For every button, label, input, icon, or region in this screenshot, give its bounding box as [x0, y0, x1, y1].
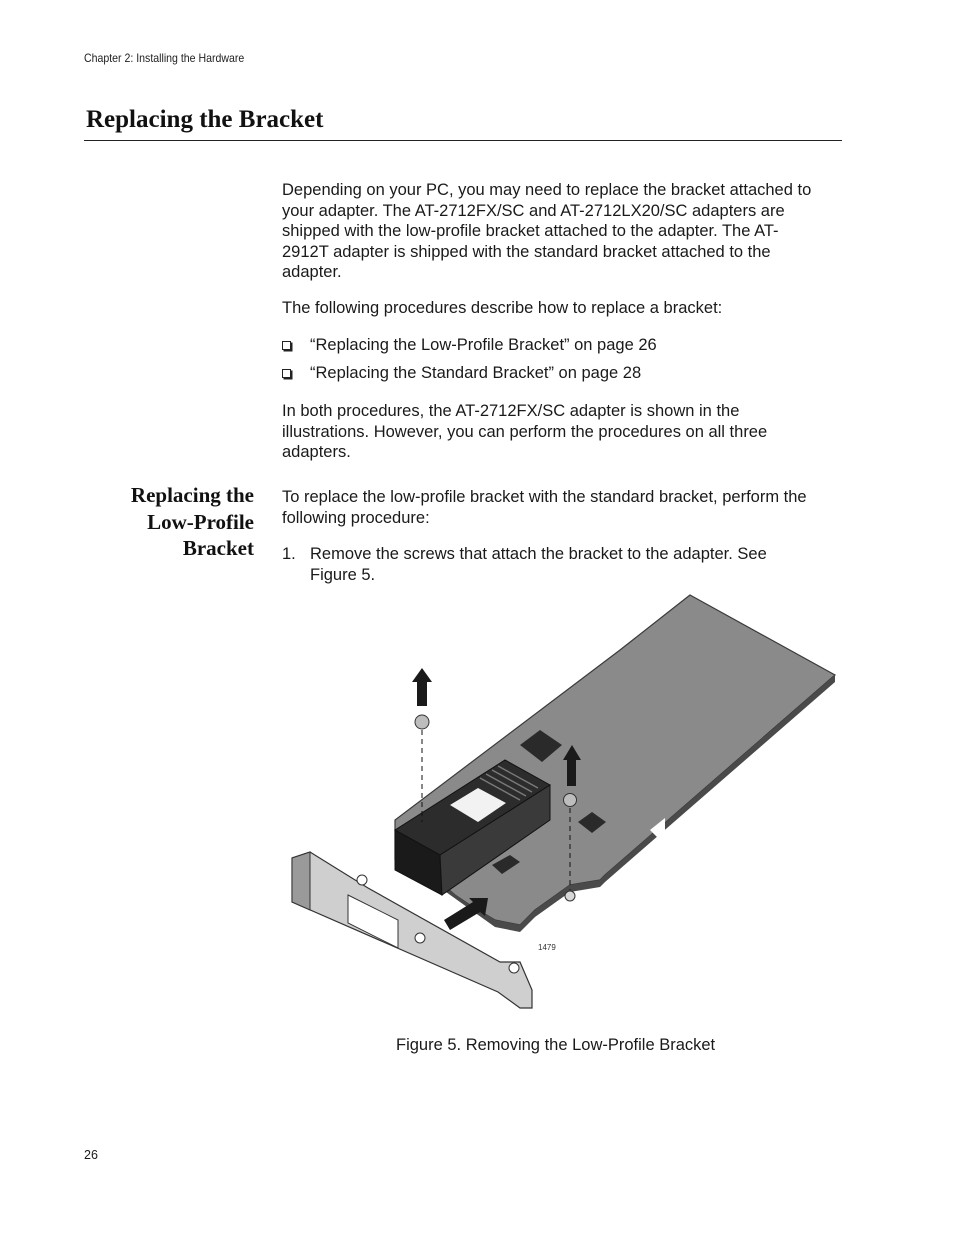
figure-illustration	[270, 590, 850, 1030]
text-line: adapter.	[282, 263, 342, 281]
text-line: shipped with the low-profile bracket attached to the adapter. The AT-	[282, 222, 779, 240]
checkbox-bullet-icon	[282, 341, 291, 350]
text-line: Depending on your PC, you may need to replace the bracket attached to	[282, 181, 812, 199]
bracket-led-hole	[415, 933, 425, 943]
screw-icon	[564, 794, 577, 807]
bracket-screw-hole	[509, 963, 519, 973]
checkbox-bullet-icon	[282, 369, 291, 378]
adapter-bracket-illustration	[270, 590, 850, 1030]
text-line: 2912T adapter is shipped with the standard bracket attached to the	[282, 242, 771, 261]
bracket-edge	[292, 852, 310, 910]
text-line: In both procedures, the AT-2712FX/SC adapter is shown in the	[282, 402, 740, 420]
up-arrow-icon	[412, 668, 432, 706]
text-line: Figure 5.	[310, 565, 376, 584]
text-line: your adapter. The AT-2712FX/SC and AT-2712LX20/SC adapters are	[282, 201, 785, 220]
bracket-screw-hole	[357, 875, 367, 885]
heading-line: Low-Profile	[147, 509, 254, 534]
intro-paragraph-3	[282, 401, 842, 463]
title-rule	[84, 140, 842, 141]
heading-line: Bracket	[182, 536, 254, 560]
text-line: adapters.	[282, 443, 351, 461]
subsection-intro	[282, 487, 842, 528]
subsection-heading	[90, 482, 254, 562]
heading-line: Replacing the	[130, 483, 254, 507]
page-number: 26	[84, 1148, 98, 1162]
intro-paragraph-2: The following procedures describe how to replace a bracket:	[282, 299, 723, 317]
text-line: To replace the low-profile bracket with the standard bracket, perform the	[282, 488, 807, 506]
text-line: following procedure:	[282, 508, 430, 527]
step-number: 1.	[282, 545, 296, 563]
cross-reference-link[interactable]: “Replacing the Standard Bracket” on page 28	[310, 364, 642, 382]
step-text	[310, 544, 830, 585]
screw-hole	[565, 891, 575, 901]
text-line: illustrations. However, you can perform the procedures on all three	[282, 422, 768, 441]
intro-paragraph-1	[282, 180, 842, 283]
cross-reference-link[interactable]: “Replacing the Low-Profile Bracket” on page 26	[310, 336, 657, 354]
text-line: Remove the screws that attach the bracket to the adapter. See	[310, 545, 767, 563]
screw-icon	[415, 715, 429, 729]
running-head: Chapter 2: Installing the Hardware	[84, 51, 245, 65]
section-title: Replacing the Bracket	[86, 106, 324, 133]
figure-code: 1479	[538, 943, 556, 952]
figure-caption: Figure 5. Removing the Low-Profile Bracket	[396, 1036, 716, 1054]
